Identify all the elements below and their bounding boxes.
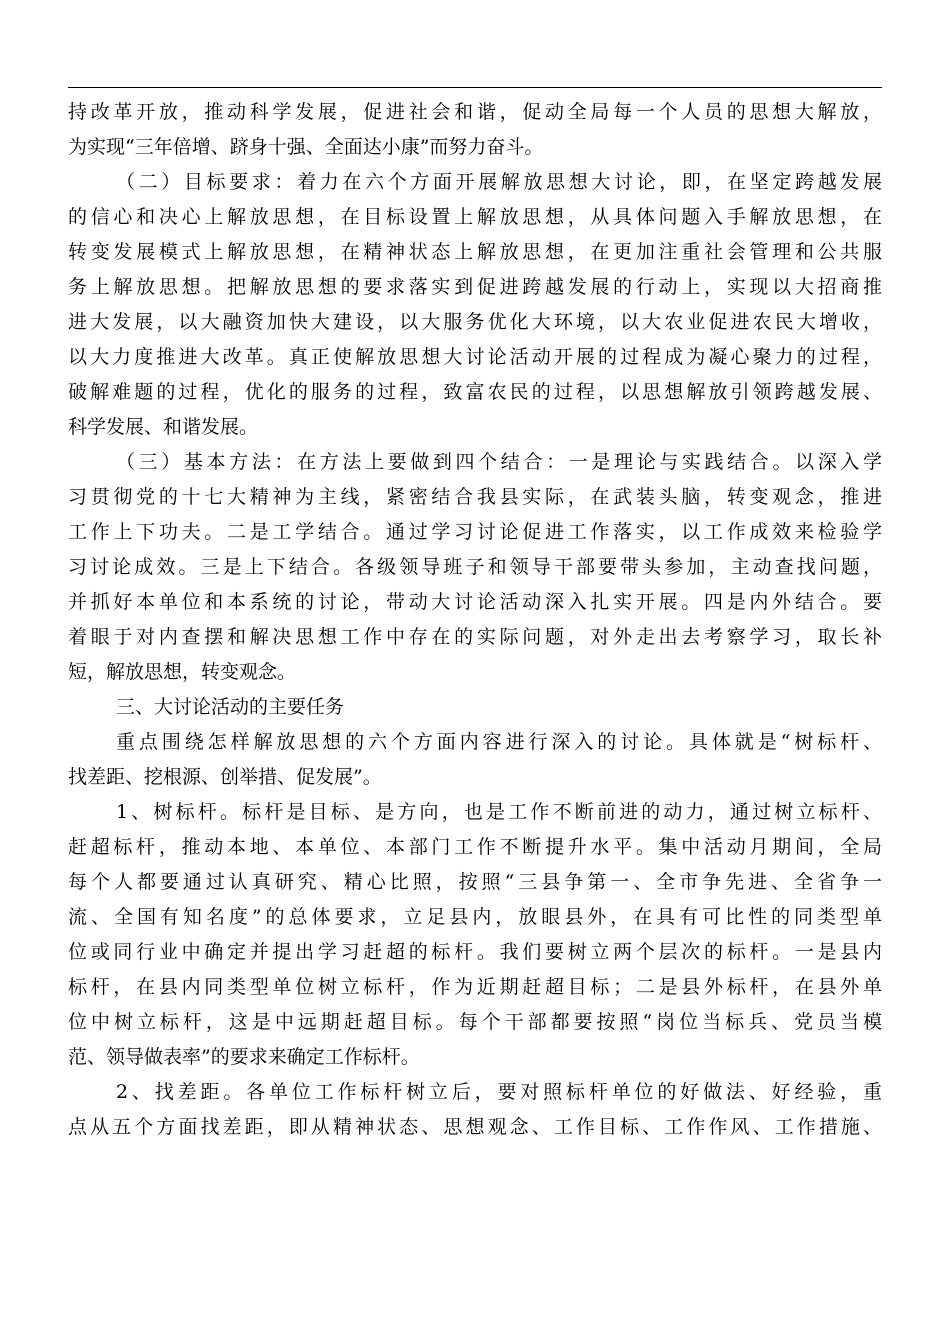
paragraph-line: 短，解放思想，转变观念。 (68, 661, 297, 683)
paragraph-line: 进大发展，以大融资加快大建设，以大服务优化大环境，以大农业促进农民大增收， (68, 311, 882, 333)
paragraph-line: 科学发展、和谐发展。 (68, 416, 259, 438)
paragraph-line: 习贯彻党的十七大精神为主线，紧密结合我县实际，在武装头脑，转变观念，推进 (68, 486, 882, 508)
paragraph (68, 165, 882, 445)
paragraph-line: 的信心和决心上解放思想，在目标设置上解放思想，从具体问题入手解放思想，在 (68, 206, 882, 228)
header-rule (68, 87, 882, 88)
paragraph-line: 并抓好本单位和本系统的讨论，带动大讨论活动深入扎实开展。四是内外结合。要 (68, 591, 882, 613)
paragraph-line: 点从五个方面找差距，即从精神状态、思想观念、工作目标、工作作风、工作措施、 (68, 1116, 882, 1138)
paragraph-line: 每个人都要通过认真研究、精心比照，按照“三县争第一、全市争先进、全省争一 (68, 871, 882, 893)
paragraph-line: 务上解放思想。把解放思想的要求落实到促进跨越发展的行动上，实现以大招商推 (68, 276, 882, 298)
paragraph (68, 95, 882, 165)
paragraph-line: 1、树标杆。标杆是目标、是方向，也是工作不断前进的动力，通过树立标杆、 (116, 801, 882, 823)
paragraph-line: 范、领导做表率”的要求来确定工作标杆。 (68, 1046, 420, 1068)
paragraph-line: 三、大讨论活动的主要任务 (116, 696, 345, 718)
paragraph-line: 位中树立标杆，这是中远期赶超目标。每个干部都要按照“岗位当标兵、党员当模 (68, 1011, 882, 1033)
paragraph-line: 持改革开放，推动科学发展，促进社会和谐，促动全局每一个人员的思想大解放， (68, 101, 882, 123)
paragraph-line: 重点围绕怎样解放思想的六个方面内容进行深入的讨论。具体就是“树标杆、 (116, 731, 882, 753)
paragraph (68, 1075, 882, 1145)
paragraph-line: 着眼于对内查摆和解决思想工作中存在的实际问题，对外走出去考察学习，取长补 (68, 626, 882, 648)
paragraph-line: 工作上下功夫。二是工学结合。通过学习讨论促进工作落实，以工作成效来检验学 (68, 521, 882, 543)
paragraph (68, 690, 882, 725)
paragraph-line: （三）基本方法：在方法上要做到四个结合：一是理论与实践结合。以深入学 (116, 451, 882, 473)
paragraph-line: 流、全国有知名度”的总体要求，立足县内，放眼县外，在具有可比性的同类型单 (68, 906, 882, 928)
paragraph (68, 725, 882, 795)
paragraph-line: 找差距、挖根源、创举措、促发展”。 (68, 766, 382, 788)
paragraph-line: （二）目标要求：着力在六个方面开展解放思想大讨论，即，在坚定跨越发展 (116, 171, 882, 193)
paragraph-line: 为实现“三年倍增、跻身十强、全面达小康”而努力奋斗。 (68, 136, 544, 158)
paragraph (68, 795, 882, 1075)
document-body (68, 95, 882, 1145)
paragraph (68, 445, 882, 690)
paragraph-line: 标杆，在县内同类型单位树立标杆，作为近期赶超目标；二是县外标杆，在县外单 (68, 976, 882, 998)
paragraph-line: 转变发展模式上解放思想，在精神状态上解放思想，在更加注重社会管理和公共服 (68, 241, 882, 263)
paragraph-line: 位或同行业中确定并提出学习赶超的标杆。我们要树立两个层次的标杆。一是县内 (68, 941, 882, 963)
paragraph-line: 赶超标杆，推动本地、本单位、本部门工作不断提升水平。集中活动月期间，全局 (68, 836, 882, 858)
paragraph-line: 习讨论成效。三是上下结合。各级领导班子和领导干部要带头参加，主动查找问题， (68, 556, 882, 578)
paragraph-line: 以大力度推进大改革。真正使解放思想大讨论活动开展的过程成为凝心聚力的过程， (68, 346, 882, 368)
paragraph-line: 2、找差距。各单位工作标杆树立后，要对照标杆单位的好做法、好经验，重 (116, 1081, 882, 1103)
paragraph-line: 破解难题的过程，优化的服务的过程，致富农民的过程，以思想解放引领跨越发展、 (68, 381, 882, 403)
